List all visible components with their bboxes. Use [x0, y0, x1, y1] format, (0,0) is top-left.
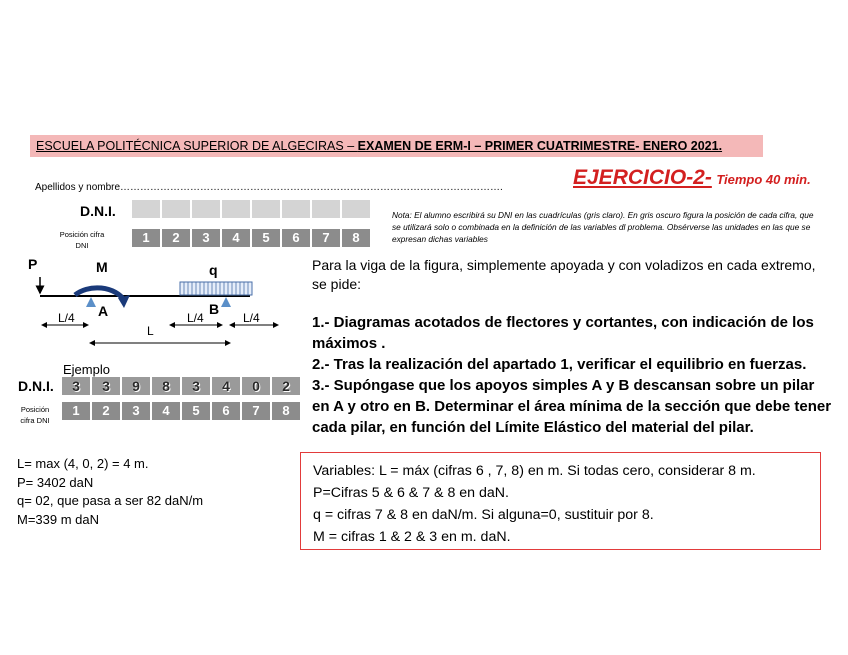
variable-line: Variables: L = máx (cifras 6 , 7, 8) en m. Si todas cero, considerar 8 m.: [313, 463, 756, 479]
dni-digit-box[interactable]: [162, 200, 190, 218]
calc-line: L= max (4, 0, 2) = 4 m.: [17, 456, 149, 471]
position-cell: 4: [152, 402, 180, 420]
support-a: [86, 297, 96, 307]
position-cell: 6: [282, 229, 310, 247]
position-cell: 2: [92, 402, 120, 420]
dim-l4-left: L/4: [58, 311, 75, 325]
moment-arrow: [75, 288, 124, 300]
example-digit: 4: [212, 377, 240, 395]
position-cell: 5: [252, 229, 280, 247]
example-digit: 0: [242, 377, 270, 395]
dim-l: L: [147, 324, 154, 338]
example-position-grid: [62, 402, 302, 420]
variables-box: [300, 452, 821, 550]
variable-line: q = cifras 7 & 8 en daN/m. Si alguna=0, sustituir por 8.: [313, 507, 654, 523]
exercise-heading: [573, 166, 811, 190]
support-b: [221, 297, 231, 307]
dim-l4-mid: L/4: [187, 311, 204, 325]
example-digit: 3: [62, 377, 90, 395]
dni-input-grid: [132, 200, 372, 218]
position-cell: 1: [62, 402, 90, 420]
dni-position-label: Posición cifra DNI: [59, 230, 105, 250]
position-cell: 5: [182, 402, 210, 420]
dni-digit-box[interactable]: [192, 200, 220, 218]
position-cell: 1: [132, 229, 160, 247]
dni-position-grid: [132, 229, 372, 247]
question-item: 1.- Diagramas acotados de flectores y cortantes, con indicación de los máximos .: [312, 314, 814, 352]
example-digit: 3: [92, 377, 120, 395]
calc-line: P= 3402 daN: [17, 474, 94, 490]
position-cell: 7: [242, 402, 270, 420]
position-cell: 7: [312, 229, 340, 247]
dni-digit-box[interactable]: [132, 200, 160, 218]
school-name: ESCUELA POLITÉCNICA SUPERIOR DE ALGECIRAS –: [36, 139, 358, 153]
header-title: [36, 139, 722, 153]
example-dni-label: D.N.I.: [18, 378, 54, 394]
example-label: Ejemplo: [63, 362, 110, 377]
label-q: q: [209, 262, 218, 278]
problem-intro: Para la viga de la figura, simplemente apoyada y con voladizos en cada extremo, se pide:: [312, 257, 816, 292]
instructions-note: Nota: El alumno escribirá su DNI en las cuadrículas (gris claro). En gris oscuro figura la posición de cada cifra, que se utilizará solo o combinada en la definición de las variables dl problema. Obsérverse las unidades en las que se expresan dichas variables: [392, 210, 814, 244]
exercise-time: Tiempo 40 min.: [716, 172, 811, 187]
dni-digit-box[interactable]: [342, 200, 370, 218]
example-digit: 8: [152, 377, 180, 395]
position-cell: 2: [162, 229, 190, 247]
position-cell: 4: [222, 229, 250, 247]
example-digit: 9: [122, 377, 150, 395]
dni-digit-box[interactable]: [222, 200, 250, 218]
example-digit: 2: [272, 377, 300, 395]
dim-l4-right: L/4: [243, 311, 260, 325]
label-p: P: [28, 256, 38, 272]
exam-name: EXAMEN DE ERM-I – PRIMER CUATRIMESTRE- ENERO 2021.: [357, 139, 723, 153]
dni-digit-box[interactable]: [282, 200, 310, 218]
variable-line: M = cifras 1 & 2 & 3 en m. daN.: [313, 529, 511, 545]
label-m: M: [96, 259, 108, 275]
example-position-label: Posición cifra DNI: [20, 405, 50, 425]
position-cell: 8: [272, 402, 300, 420]
position-cell: 3: [192, 229, 220, 247]
label-a: A: [98, 303, 109, 319]
example-dni-grid: [62, 377, 302, 395]
dni-digit-box[interactable]: [252, 200, 280, 218]
example-calculations: [17, 455, 203, 529]
exercise-title: EJERCICIO-2-: [573, 166, 712, 189]
position-cell: 6: [212, 402, 240, 420]
dni-label: D.N.I.: [80, 203, 116, 219]
calc-line: q= 02, que pasa a ser 82 daN/m: [17, 493, 204, 508]
question-item: 2.- Tras la realización del apartado 1, verificar el equilibrio en fuerzas.: [312, 356, 807, 373]
example-digit: 3: [182, 377, 210, 395]
name-field-label: Apellidos y nombre…………………………………………………………………………………………………….: [35, 182, 503, 193]
calc-line: M=339 m daN: [17, 511, 100, 527]
variable-line: P=Cifras 5 & 6 & 7 & 8 en daN.: [313, 485, 509, 501]
question-list: [312, 312, 832, 438]
question-item: 3.- Supóngase que los apoyos simples A y B descansan sobre un pilar en A y otro en B. Determinar el área mínima de la sección que debe tener cada pilar, en función del Límite Elástico del material del pilar.: [312, 377, 832, 436]
label-b: B: [209, 301, 220, 317]
beam-diagram: [20, 255, 290, 355]
position-cell: 8: [342, 229, 370, 247]
position-cell: 3: [122, 402, 150, 420]
dni-digit-box[interactable]: [312, 200, 340, 218]
